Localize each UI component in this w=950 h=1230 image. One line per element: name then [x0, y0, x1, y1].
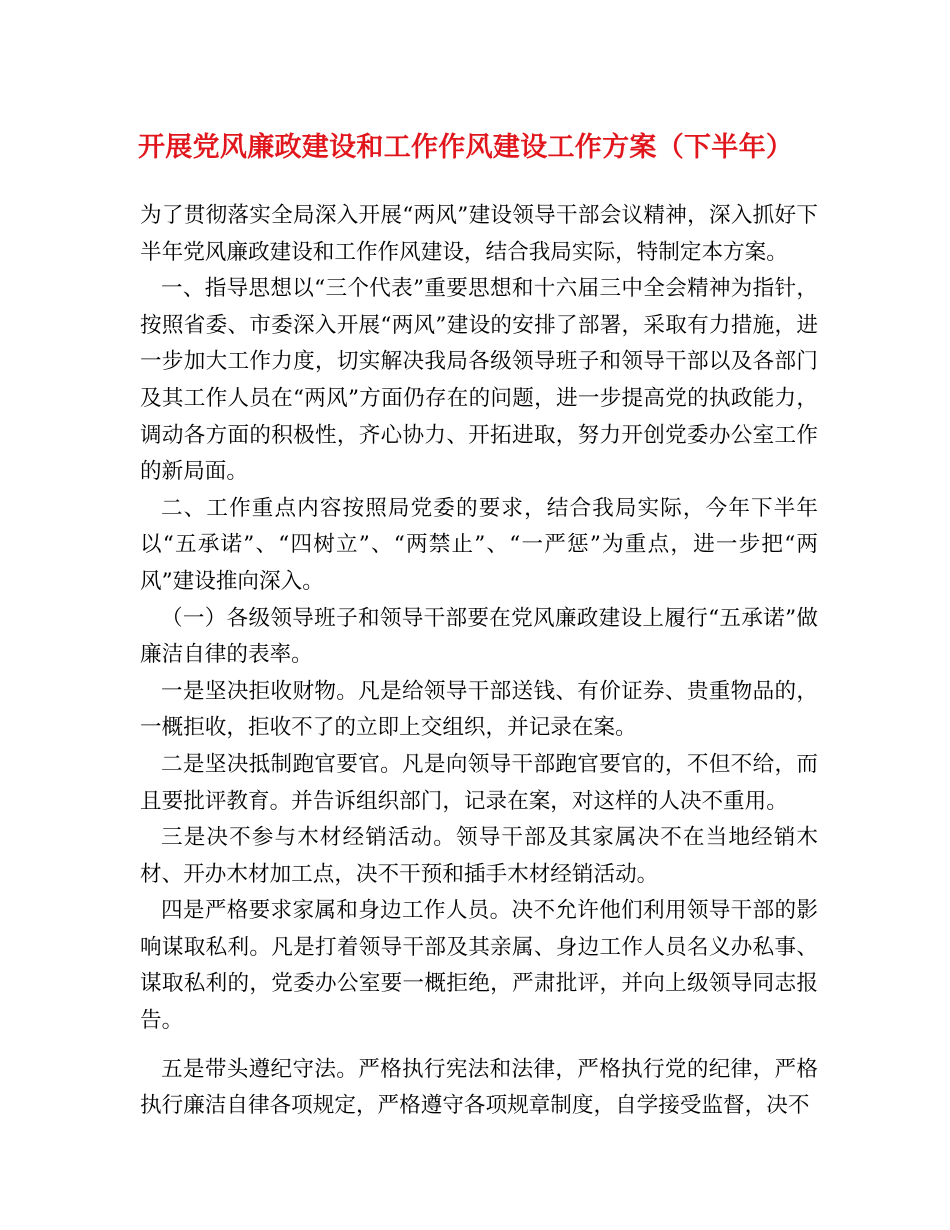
document-body — [140, 198, 818, 1125]
paragraph-commitment-three: 三是决不参与木材经销活动。领导干部及其家属决不在当地经销木材、开办木材加工点，决不干预和插手木材经销活动。 — [140, 825, 818, 887]
paragraph-commitment-four: 四是严格要求家属和身边工作人员。决不允许他们利用领导干部的影响谋取私利。凡是打着领导干部及其亲属、身边工作人员名义办私事、谋取私利的，党委办公室要一概拒绝，严肃批评，并向上级领导同志报告。 — [140, 898, 818, 1034]
paragraph-guiding-ideology: 一、指导思想以“三个代表”重要思想和十六届三中全会精神为指针，按照省委、市委深入开展“两风”建设的安排了部署，采取有力措施，进一步加大工作力度，切实解决我局各级领导班子和领导干部以及各部门及其工作人员在“两风”方面仍存在的问题，进一步提高党的执政能力，调动各方面的积极性，齐心协力、开拓进取，努力开创党委办公室工作的新局面。 — [140, 276, 818, 485]
paragraph-commitment-one: 一是坚决拒收财物。凡是给领导干部送钱、有价证券、贵重物品的，一概拒收，拒收不了的立即上交组织，并记录在案。 — [140, 678, 818, 741]
paragraph-five-commitments: （一）各级领导班子和领导干部要在党风廉政建设上履行“五承诺”做廉洁自律的表率。 — [140, 605, 818, 668]
paragraph-commitment-two: 二是坚决抵制跑官要官。凡是向领导干部跑官要官的，不但不给，而且要批评教育。并告诉组织部门，记录在案，对这样的人决不重用。 — [140, 751, 818, 814]
paragraph-commitment-five: 五是带头遵纪守法。严格执行宪法和法律，严格执行党的纪律，严格执行廉洁自律各项规定，严格遵守各项规章制度，自学接受监督，决不 — [140, 1056, 818, 1119]
document-title: 开展党风廉政建设和工作作风建设工作方案（下半年） — [138, 132, 794, 163]
paragraph-work-focus: 二、工作重点内容按照局党委的要求，结合我局实际，今年下半年以“五承诺”、“四树立”、“两禁止”、“一严惩”为重点，进一步把“两风”建设推向深入。 — [140, 495, 818, 594]
paragraph-intro: 为了贯彻落实全局深入开展“两风”建设领导干部会议精神，深入抓好下半年党风廉政建设和工作作风建设，结合我局实际，特制定本方案。 — [140, 203, 818, 265]
